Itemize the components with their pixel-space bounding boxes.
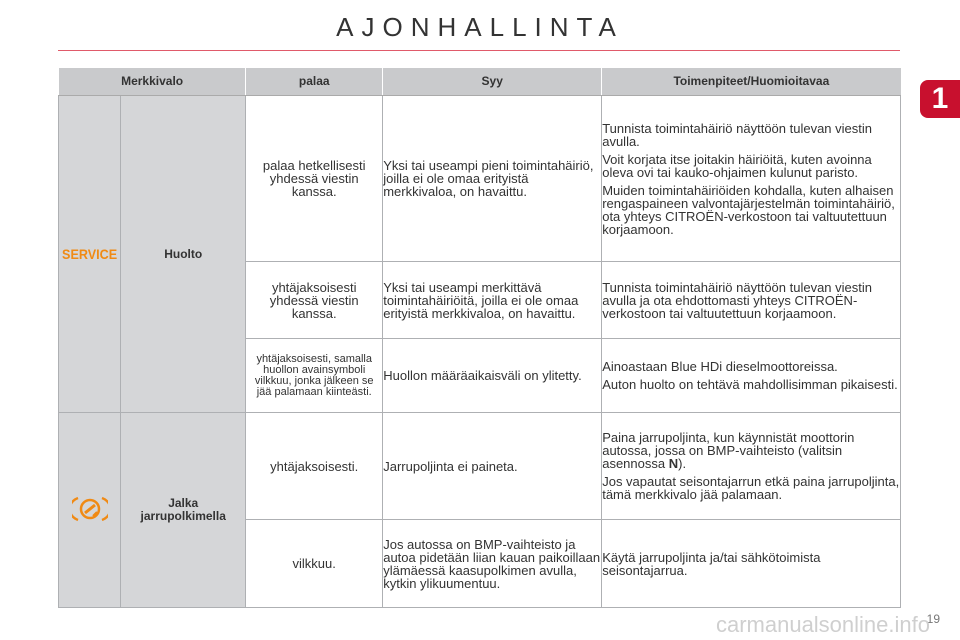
action-cell [602, 520, 901, 608]
service-icon: SERVICE [62, 245, 118, 262]
action-text: Jos vapautat seisontajarrun etkä paina jarrupoljinta, tämä merkkivalo jää palamaan. [602, 474, 900, 502]
gear-position-n: N [668, 456, 679, 471]
action-text: Tunnista toimintahäiriö näyttöön tulevan viestin avulla ja ota ehdottomasti yhteys CITROËN-verkostoon tai valtuutettuun korjaamoon. [602, 279, 873, 321]
watermark: carmanualsonline.info [715, 612, 930, 637]
table-header-row [59, 68, 901, 96]
state-text: palaa hetkellisesti yhdessä viestin kanssa. [246, 96, 383, 262]
title-divider [58, 50, 900, 51]
cause-text: Jarrupoljinta ei paineta. [383, 413, 602, 520]
action-text: Auton huolto on tehtävä mahdollisimman pikaisesti. [602, 377, 898, 392]
state-text: yhtäjaksoisesti, samalla huollon avainsymboli vilkkuu, jonka jälkeen se jää palamaan kiinteästi. [246, 339, 383, 413]
action-cell [602, 96, 901, 262]
indicator-name [121, 413, 246, 608]
header-cause: Syy [383, 68, 602, 96]
warning-lights-table [58, 68, 901, 608]
action-text: Käytä jarrupoljinta ja/tai sähkötoimista seisontajarrua. [602, 549, 821, 578]
table-row [59, 413, 901, 520]
state-text: vilkkuu. [246, 520, 383, 608]
action-text: Muiden toimintahäiriöiden kohdalla, kuten alhaisen rengaspaineen valvontajärjestelmän toimintahäiriö, ota yhteys CITROËN-verkostoon tai valtuutettuun korjaamoon. [602, 182, 895, 237]
cause-text: Huollon määräaikaisväli on ylitetty. [383, 339, 602, 413]
table-row [59, 96, 901, 262]
service-indicator-cell [59, 96, 121, 413]
action-text: Voit korjata itse joitakin häiriöitä, kuten avoinna oleva ovi tai kauko-ohjaimen kulunut paristo. [602, 151, 872, 180]
header-state: palaa [246, 68, 383, 96]
brake-pedal-icon [72, 496, 108, 522]
cause-text: Yksi tai useampi merkittävä toimintahäiriöitä, joilla ei ole omaa erityistä merkkivaloa, on havaittu. [383, 262, 602, 339]
action-cell [602, 339, 901, 413]
indicator-name: Huolto [121, 96, 246, 413]
page-title: AJONHALLINTA [336, 12, 624, 42]
action-cell [602, 413, 901, 520]
action-text: Tunnista toimintahäiriö näyttöön tulevan viestin avulla. [602, 120, 873, 149]
action-text: Ainoastaan Blue HDi dieselmoottoreissa. [602, 359, 838, 374]
page-number: 19 [926, 612, 940, 626]
cause-text: Jos autossa on BMP-vaihteisto ja autoa pidetään liian kauan paikoillaan ylämäessä kaasupolkimen avulla, kytkin ylikuumentuu. [383, 520, 602, 608]
chapter-tab: 1 [920, 80, 960, 118]
action-text [602, 431, 900, 470]
cause-text: Yksi tai useampi pieni toimintahäiriö, joilla ei ole omaa erityistä merkkivaloa, on havaittu. [383, 96, 602, 262]
action-text-part: ). [678, 456, 687, 471]
header-indicator: Merkkivalo [59, 68, 246, 96]
indicator-name-text: Jalka jarrupolkimella [140, 496, 226, 523]
action-cell [602, 262, 901, 339]
state-text: yhtäjaksoisesti yhdessä viestin kanssa. [246, 262, 383, 339]
brake-indicator-cell [59, 413, 121, 608]
action-text-part: Paina jarrupoljinta, kun käynnistät moottorin autossa, jossa on BMP-vaihteisto (valitsin asennossa [602, 430, 855, 471]
header-actions: Toimenpiteet/Huomioitavaa [602, 68, 901, 96]
state-text: yhtäjaksoisesti. [246, 413, 383, 520]
